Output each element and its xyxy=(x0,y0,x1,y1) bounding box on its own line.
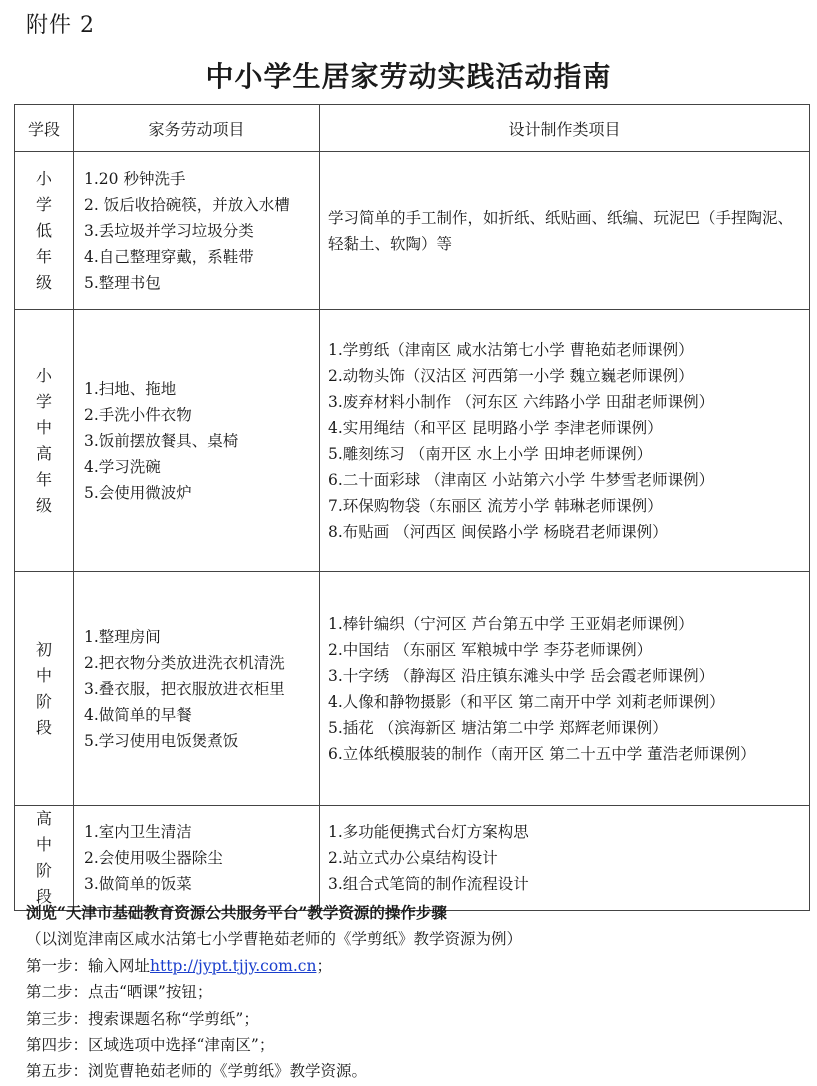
stage-cell: 初中阶段 xyxy=(15,572,74,806)
design-cell xyxy=(320,806,810,911)
list-item: 1.20 秒钟洗手 xyxy=(84,169,186,188)
platform-link[interactable]: http://jypt.tjjy.com.cn xyxy=(150,956,317,975)
housework-cell xyxy=(74,806,320,911)
list-item: 3.组合式笔筒的制作流程设计 xyxy=(328,875,529,893)
list-item: 学习简单的手工制作，如折纸、纸贴画、纸编、玩泥巴（手捏陶泥、轻黏土、软陶）等 xyxy=(328,208,794,253)
steps-note: （以浏览津南区咸水沽第七小学曹艳茹老师的《学剪纸》教学资源为例） xyxy=(26,930,523,949)
list-item: 4.做简单的早餐 xyxy=(84,705,192,724)
header-stage: 学段 xyxy=(15,105,74,152)
table-row xyxy=(15,806,810,911)
list-item: 5.会使用微波炉 xyxy=(84,483,192,502)
list-item: 4.自己整理穿戴，系鞋带 xyxy=(84,247,254,266)
step-1-text: 第一步：输入网址 xyxy=(26,956,151,975)
step-1 xyxy=(26,953,806,979)
list-item: 2. 饭后收拾碗筷，并放入水槽 xyxy=(84,195,290,214)
list-item: 1.学剪纸（津南区 咸水沽第七小学 曹艳茹老师课例） xyxy=(328,340,694,359)
list-item: 6.立体纸模服装的制作（南开区 第二十五中学 董浩老师课例） xyxy=(328,744,756,763)
list-item: 1.扫地、拖地 xyxy=(84,379,177,398)
header-housework: 家务劳动项目 xyxy=(74,105,320,152)
list-item: 2.手洗小件衣物 xyxy=(84,405,192,424)
list-item: 3.饭前摆放餐具、桌椅 xyxy=(84,431,239,450)
stage-cell: 小学低年级 xyxy=(15,152,74,310)
header-design: 设计制作类项目 xyxy=(320,105,810,152)
guide-table xyxy=(14,104,810,911)
steps-heading: 浏览“天津市基础教育资源公共服务平台”教学资源的操作步骤 xyxy=(26,903,447,922)
list-item: 4.实用绳结（和平区 昆明路小学 李津老师课例） xyxy=(328,418,663,437)
list-item: 8.布贴画 （河西区 闽侯路小学 杨晓君老师课例） xyxy=(328,522,668,541)
housework-cell xyxy=(74,152,320,310)
design-cell xyxy=(320,572,810,806)
step-5: 第五步：浏览曹艳茹老师的《学剪纸》教学资源。 xyxy=(26,1062,368,1081)
list-item: 2.动物头饰（汉沽区 河西第一小学 魏立巍老师课例） xyxy=(328,366,694,385)
list-item: 5.学习使用电饭煲煮饭 xyxy=(84,731,239,750)
step-1-suffix: ； xyxy=(316,956,332,975)
table-header-row xyxy=(15,105,810,152)
housework-cell xyxy=(74,310,320,572)
list-item: 2.站立式办公桌结构设计 xyxy=(328,849,498,867)
list-item: 5.插花 （滨海新区 塘沽第二中学 郑辉老师课例） xyxy=(328,718,668,737)
list-item: 2.中国结 （东丽区 军粮城中学 李芬老师课例） xyxy=(328,640,653,659)
list-item: 1.多功能便携式台灯方案构思 xyxy=(328,823,529,841)
table-row xyxy=(15,152,810,310)
housework-cell xyxy=(74,572,320,806)
list-item: 1.整理房间 xyxy=(84,627,161,646)
design-cell xyxy=(320,152,810,310)
list-item: 3.丢垃圾并学习垃圾分类 xyxy=(84,221,254,240)
list-item: 3.叠衣服，把衣服放进衣柜里 xyxy=(84,679,285,698)
list-item: 3.十字绣 （静海区 沿庄镇东滩头中学 岳会霞老师课例） xyxy=(328,666,715,685)
stage-cell: 高中阶段 xyxy=(15,806,74,911)
list-item: 5.雕刻练习 （南开区 水上小学 田坤老师课例） xyxy=(328,444,653,463)
design-cell xyxy=(320,310,810,572)
table-row xyxy=(15,310,810,572)
list-item: 6.二十面彩球 （津南区 小站第六小学 牛梦雪老师课例） xyxy=(328,470,715,489)
list-item: 4.人像和静物摄影（和平区 第二南开中学 刘莉老师课例） xyxy=(328,692,725,711)
list-item: 7.环保购物袋（东丽区 流芳小学 韩琳老师课例） xyxy=(328,496,663,515)
attachment-label: 附件 2 xyxy=(26,13,95,38)
list-item: 3.废弃材料小制作 （河东区 六纬路小学 田甜老师课例） xyxy=(328,392,715,411)
access-steps xyxy=(26,900,806,1085)
table-row xyxy=(15,572,810,806)
list-item: 2.把衣物分类放进洗衣机清洗 xyxy=(84,653,285,672)
list-item: 5.整理书包 xyxy=(84,273,161,292)
step-3: 第三步：搜索课题名称“学剪纸”； xyxy=(26,1009,259,1028)
list-item: 3.做简单的饭菜 xyxy=(84,875,192,893)
step-4: 第四步：区域选项中选择“津南区”； xyxy=(26,1036,275,1055)
list-item: 1.室内卫生清洁 xyxy=(84,823,192,841)
step-2: 第二步：点击“晒课”按钮； xyxy=(26,983,213,1002)
page-title: 中小学生居家劳动实践活动指南 xyxy=(205,60,612,93)
list-item: 4.学习洗碗 xyxy=(84,457,161,476)
list-item: 1.棒针编织（宁河区 芦台第五中学 王亚娟老师课例） xyxy=(328,614,694,633)
stage-cell: 小学中高年级 xyxy=(15,310,74,572)
list-item: 2.会使用吸尘器除尘 xyxy=(84,849,223,867)
